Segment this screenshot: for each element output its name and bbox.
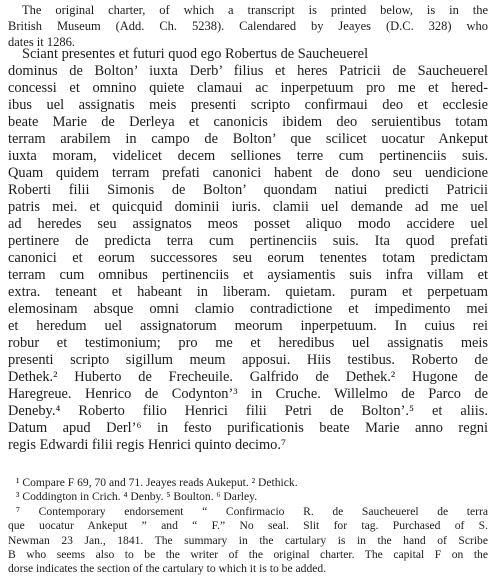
charter-line: Dethek.² Huberto de Frecheuile. Galfrido de Dethek.² Hugone de	[8, 369, 488, 385]
charter-line: Quam quidem terram prefati canonici habent de dono seu uendicione	[8, 165, 488, 181]
footnotes	[8, 476, 488, 577]
charter-line: pertinere de predicta terra cum pertinenciis suis. Ita quod prefati	[8, 233, 488, 249]
footnote-line: que uocatur Ankeput ” and “ F.” No seal. Slit for tag. Purchased of S.	[8, 519, 488, 533]
charter-line: terram cum omnibus pertinenciis et aysiamentis suis infra villam et	[8, 267, 488, 283]
charter-line: elemosinam absque omni clamio contradictione et impedimento mei	[8, 301, 488, 317]
intro-paragraph	[8, 2, 488, 50]
charter-transcript	[8, 46, 488, 454]
charter-line: Sciant presentes et futuri quod ego Robertus de Saucheuerel	[22, 46, 369, 62]
footnote-line: ⁷ Contemporary endorsement “ Confirmacio R. de Saucheuerel de terra	[16, 504, 488, 518]
charter-line: et heredum uel assignatorum meorum inperpetuum. In cuius rei	[8, 318, 488, 334]
footnote-line: Newman 23 Jan., 1841. The summary in the cartulary is in the hand of Scribe	[8, 533, 488, 547]
footnote-line: dorse indicates the section of the cartulary to which it is to be added.	[8, 562, 327, 576]
charter-line: extra. teneant et habeant in liberam. quietam. puram et perpetuam	[8, 284, 488, 300]
charter-line: Haregreue. Henrico de Codynton’³ in Cruche. Willelmo de Parco de	[8, 386, 488, 402]
intro-line: British Museum (Add. Ch. 5238). Calendared by Jeayes (D.C. 328) who	[8, 19, 488, 33]
charter-line: regis Edwardi filii regis Henrici quinto decimo.⁷	[8, 437, 286, 453]
charter-line: canonici et eorum successores seu eorum tenentes totam predictam	[8, 250, 488, 266]
charter-line: Roberti filii Simonis de Bolton’ quondam natiui predicti Patricii	[8, 182, 488, 198]
charter-line: terram arabilem in campo de Bolton’ que scilicet uocatur Ankeput	[8, 131, 488, 147]
charter-line: Datum apud Derl’⁶ in festo purificationis beate Marie anno regni	[8, 420, 488, 436]
charter-line: concessi et omnino quiete clamaui ac inperpetuum pro me et hered-	[8, 80, 488, 96]
charter-line: patris mei. et quicquid dominii iuris. clamii uel demande ad me uel	[8, 199, 488, 215]
charter-line: beate Marie de Derleya et canonicis ibidem deo seruientibus totam	[8, 114, 488, 130]
charter-line: dominus de Bolton’ iuxta Derb’ filius et heres Patricii de Saucheuerel	[8, 63, 488, 79]
intro-line: dates it 1286.	[8, 35, 76, 49]
footnote-line: ¹ Compare F 69, 70 and 71. Jeayes reads Aukeput. ² Dethick.	[16, 476, 298, 489]
charter-line: iuxta moram, videlicet decem selliones terre cum pertinenciis suis.	[8, 148, 488, 164]
intro-line: The original charter, of which a transcript is printed below, is in the	[22, 3, 488, 17]
charter-line: presenti scripto sigillum meum apposui. Hiis testibus. Roberto de	[8, 352, 488, 368]
charter-line: ad heredes seu assignatos meos posset aliquo modo accidere uel	[8, 216, 488, 232]
charter-line: Deneby.⁴ Roberto filio Henrici filii Petri de Bolton’.⁵ et aliis.	[8, 403, 488, 419]
footnote-line: B who seems also to be the writer of the original charter. The capital F on the	[8, 548, 488, 562]
charter-line: ibus uel assignatis meis presenti scripto confirmaui deo et ecclesie	[8, 97, 488, 113]
charter-line: robur et testimonium; pro me et heredibus uel assignatis meis	[8, 335, 488, 351]
footnote-line: ³ Coddington in Crich. ⁴ Denby. ⁵ Boulton. ⁶ Darley.	[16, 490, 258, 504]
